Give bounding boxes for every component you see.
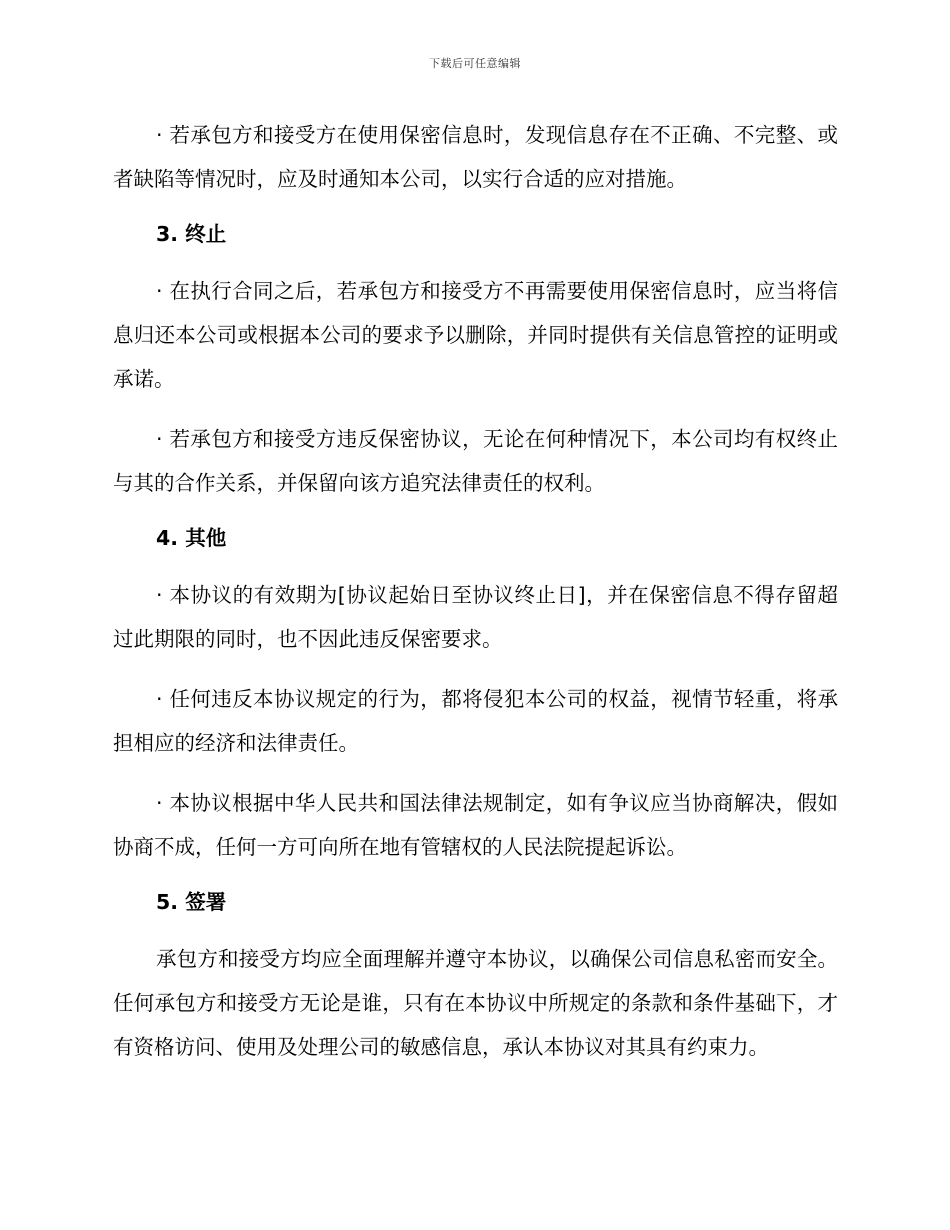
paragraph-validity-period: · 本协议的有效期为[协议起始日至协议终止日]，并在保密信息不得存留超过此期限的同时，也不因此违反保密要求。 xyxy=(113,583,838,651)
page-header: 下载后可任意编辑 xyxy=(429,57,521,70)
document-body xyxy=(113,113,838,1085)
paragraph-breach-termination: · 若承包方和接受方违反保密协议，无论在何种情况下，本公司均有权终止与其的合作关系，并保留向该方追究法律责任的权利。 xyxy=(113,427,838,495)
paragraph-acknowledgement: 承包方和接受方均应全面理解并遵守本协议，以确保公司信息私密而安全。任何承包方和接受方无论是谁，只有在本协议中所规定的条款和条件基础下，才有资格访问、使用及处理公司的敏感信息，承认本协议对其具有约束力。 xyxy=(113,947,838,1059)
paragraph-violation-liability: · 任何违反本协议规定的行为，都将侵犯本公司的权益，视情节轻重，将承担相应的经济和法律责任。 xyxy=(113,687,838,755)
section-heading-other: 4. 其他 xyxy=(156,526,227,550)
section-heading-signature: 5. 签署 xyxy=(156,890,227,914)
paragraph-governing-law: · 本协议根据中华人民共和国法律法规制定，如有争议应当协商解决，假如协商不成，任何一方可向所在地有管辖权的人民法院提起诉讼。 xyxy=(113,791,838,859)
paragraph-return-or-delete: · 在执行合同之后，若承包方和接受方不再需要使用保密信息时，应当将信息归还本公司或根据本公司的要求予以删除，并同时提供有关信息管控的证明或承诺。 xyxy=(113,279,838,391)
section-heading-termination: 3. 终止 xyxy=(156,222,227,246)
paragraph-info-error-notice: · 若承包方和接受方在使用保密信息时，发现信息存在不正确、不完整、或者缺陷等情况时，应及时通知本公司，以实行合适的应对措施。 xyxy=(113,123,838,191)
